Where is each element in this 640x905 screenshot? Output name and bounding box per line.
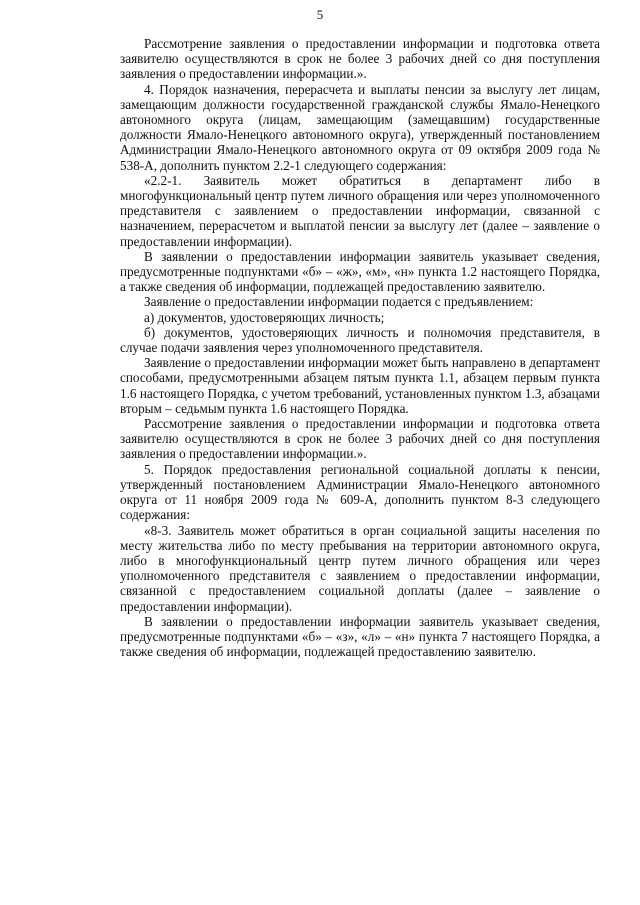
paragraph: Заявление о предоставлении информации подается с предъявлением:	[144, 294, 534, 310]
paragraph: «2.2-1. Заявитель может обратиться в департамент либо в многофункциональный центр путем личного обращения или через уполномоченного представителя с заявлением о предоставлении информации, связанной с назначением, перерасчетом и выплатой пенсии за выслугу лет (далее – заявление о предоставлении информации).	[120, 172, 600, 249]
paragraph: Рассмотрение заявления о предоставлении информации и подготовка ответа заявителю осуществляются в срок не более 3 рабочих дней со дня поступления заявления о предоставлении информации.».	[120, 36, 600, 82]
paragraph: В заявлении о предоставлении информации заявитель указывает сведения, предусмотренные подпунктами «б» – «з», «л» – «н» пункта 7 настоящего Порядка, а также сведения об информации, подлежащей предоставлению заявителю.	[120, 613, 600, 660]
page-number: 5	[316, 7, 324, 22]
paragraph: «8-3. Заявитель может обратиться в орган социальной защиты населения по месту жительства либо по месту пребывания на территории автономного округа, либо в многофункциональный центр путем личного обращения или через уполномоченного представителя с заявлением о предоставлении информации, связанной с предоставлением социальной доплаты (далее – заявление о предоставлении информации).	[120, 522, 600, 614]
paragraph: 4. Порядок назначения, перерасчета и выплаты пенсии за выслугу лет лицам, замещающим должности государственной гражданской службы Ямало-Ненецкого автономного округа (лицам, замещающим (замещавшим) государственные должности Ямало-Ненецкого автономного округа), утвержденный постановлением Администрации Ямало-Ненецкого автономного округа от 09 октября 2009 года № 538-А, дополнить пунктом 2.2-1 следующего содержания:	[120, 81, 600, 173]
document-body	[120, 36, 600, 659]
paragraph: Рассмотрение заявления о предоставлении информации и подготовка ответа заявителю осуществляются в срок не более 3 рабочих дней со дня поступления заявления о предоставлении информации.».	[120, 416, 600, 462]
list-item: а) документов, удостоверяющих личность;	[144, 309, 385, 325]
paragraph: В заявлении о предоставлении информации заявитель указывает сведения, предусмотренные подпунктами «б» – «ж», «м», «н» пункта 1.2 настоящего Порядка, а также сведения об информации, подлежащей предоставлению заявителю.	[120, 248, 600, 295]
list-item: б) документов, удостоверяющих личность и полномочия представителя, в случае подачи заявления через уполномоченного представителя.	[120, 324, 600, 356]
paragraph: 5. Порядок предоставления региональной социальной доплаты к пенсии, утвержденный постановлением Администрации Ямало-Ненецкого автономного округа от 11 ноября 2009 года № 609-А, дополнить пунктом 8-3 следующего содержания:	[120, 461, 600, 523]
paragraph: Заявление о предоставлении информации может быть направлено в департамент способами, предусмотренными абзацем пятым пункта 1.1, абзацем первым пункта 1.6 настоящего Порядка, с учетом требований, установленных пунктом 1.3, абзацами вторым – седьмым пункта 1.6 настоящего Порядка.	[120, 355, 600, 416]
